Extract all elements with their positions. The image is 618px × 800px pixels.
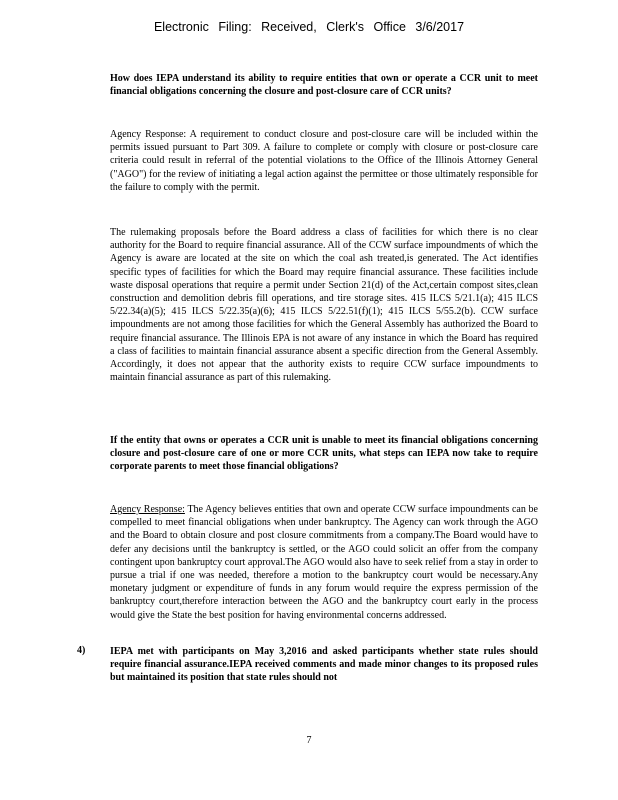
paragraph-financial-assurance: The rulemaking proposals before the Board address a class of facilities for which there is no clear authority for the Board to require financial assurance. All of the CCW surface impoundments of which the Agency is aware are located at the site on which the coal ash treated,is generated. The Act identifies specific types of facilities for which the Board may require financial assurance. These facilities include waste disposal operations that require a permit under Section 21(d) of the Act,certain compost sites,clean construction and demolition debris fill operations, and tire storage sites. 415 ILCS 5/21.1(a); 415 ILCS 5/22.34(a)(5); 415 ILCS 5/22.35(a)(6); 415 ILCS 5/22.51(f)(1); 415 ILCS 5/55.2(b). CCW surface impoundments are not among those facilities for which the General Assembly has authorized the Board to require financial assurance. The Illinois EPA is not aware of any instance in which the Board has required a class of facilities to maintain financial assurance absent a specific direction from the General Assembly. Accordingly, it does not appear that the authority exists to require CCW surface impoundments to maintain financial assurance as part of this rulemaking.: [110, 227, 538, 384]
filing-header: Electronic Filing: Received, Clerk's Office 3/6/2017: [153, 20, 465, 34]
response-label: Agency Response:: [110, 129, 187, 140]
agency-response-1: [110, 128, 538, 194]
agency-response-2: [110, 503, 538, 622]
response-text: A requirement to conduct closure and post-closure care will be included within the permits issued pursuant to Part 309. A failure to complete or comply with closure or post-closure care criteria could result in referral of the potential violations to the Office of the Illinois Attorney General ("AGO") for the review of initiating a legal action against the permittee or those ultimately responsible for the failure to comply with the permit.: [110, 129, 538, 193]
question-2: If the entity that owns or operates a CCR unit is unable to meet its financial obligations concerning closure and post-closure care of one or more CCR units, what steps can IEPA now take to require corporate parents to meet those financial obligations?: [110, 435, 538, 473]
item-number: 4): [77, 645, 86, 656]
page-number: 7: [306, 735, 312, 746]
item-4-text: IEPA met with participants on May 3,2016 and asked participants whether state rules should require financial assurance.IEPA received comments and made minor changes to its proposed rules but maintained its position that state rules should not: [110, 646, 538, 684]
response-text: The Agency believes entities that own and operate CCW surface impoundments can be compelled to meet financial obligations when under bankruptcy. The Agency can work through the AGO and the Board to obtain closure and post closure commitments from a company.The Board would have to defer any decisions until the bankruptcy is settled, or the AGO could solicit an offer from the company contingent upon bankruptcy court approval.The AGO would also have to seek relief from a stay in order to pursue a trial if one was needed, therefore a motion to the bankruptcy court would be necessary.Any monetary judgment or expenditure of funds in any forum would require the express permission of the bankruptcy court,therefore interaction between the AGO and the bankruptcy court early in the process would give the State the best position for having environmental concerns addressed.: [110, 504, 538, 621]
question-1: How does IEPA understand its ability to require entities that own or operate a CCR unit to meet financial obligations concerning the closure and post-closure care of CCR units?: [110, 73, 538, 98]
response-label: Agency Response:: [110, 504, 185, 515]
